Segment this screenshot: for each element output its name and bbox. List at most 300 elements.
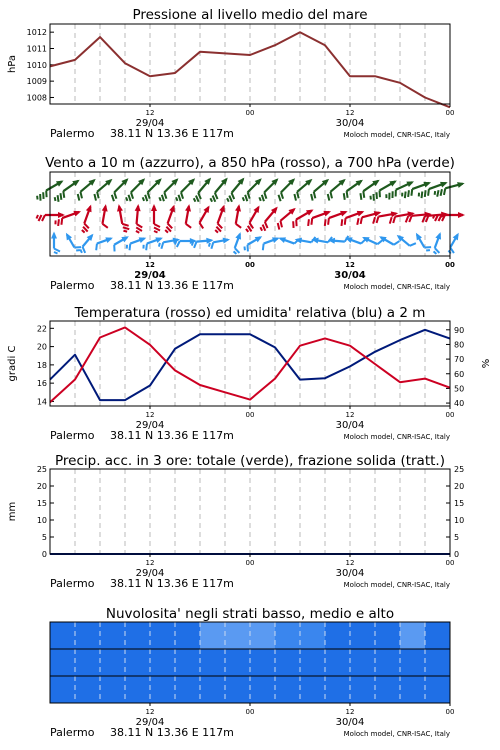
y-tick-label: 0	[454, 550, 460, 559]
cloud-cell-basso	[250, 676, 276, 703]
barb-half-feather	[192, 242, 193, 246]
wind-barb-700hpa	[94, 179, 112, 201]
barb-feather	[60, 193, 61, 200]
location-coords: 38.11 N 13.36 E 117m	[110, 577, 234, 590]
cloud-cell-basso	[350, 676, 376, 703]
barb-half-feather	[136, 231, 139, 233]
cloud-cell-basso	[375, 676, 401, 703]
barb-head	[51, 232, 57, 239]
barb-feather	[325, 219, 326, 226]
barb-feather	[262, 195, 264, 201]
barb-feather	[377, 240, 382, 244]
panel-title: Nuvolosita' negli strati basso, medio e alto	[105, 606, 395, 622]
barb-feather	[181, 192, 183, 198]
barb-feather	[83, 247, 86, 253]
wind-barb-850hpa	[165, 205, 175, 233]
barb-feather	[194, 242, 196, 248]
barb-feather	[58, 195, 59, 202]
y-axis-label-right: %	[481, 358, 492, 369]
location-name: Palermo	[50, 429, 95, 442]
barb-feather	[211, 242, 213, 248]
cloud-cell-medio	[250, 649, 276, 676]
barb-half-feather	[143, 197, 144, 201]
barb-feather	[264, 192, 266, 198]
barb-feather	[360, 193, 361, 200]
wind-barb-10m	[345, 237, 366, 243]
wind-barb-850hpa	[185, 204, 191, 228]
barb-feather	[314, 192, 316, 199]
model-credit: Moloch model, CNR-ISAC, Italy	[343, 730, 450, 738]
barb-feather	[162, 195, 164, 201]
cloud-cell-basso	[225, 676, 251, 703]
barb-feather	[408, 190, 409, 197]
wind-barb-850hpa	[293, 210, 313, 228]
wind-barb-10m	[192, 238, 214, 248]
wind-barb-850hpa	[151, 204, 160, 233]
barb-feather	[164, 192, 166, 198]
y-tick-label: 40	[454, 399, 465, 409]
wind-barb-850hpa	[117, 204, 129, 231]
barb-feather	[123, 227, 129, 229]
wind-barb-10m	[51, 232, 60, 254]
time-tick-label: 12	[145, 559, 155, 567]
barb-feather	[328, 194, 330, 201]
barb-feather	[58, 219, 59, 226]
cloud-cell-medio	[75, 649, 101, 676]
y-tick-label: 10	[36, 516, 47, 525]
time-tick-label: 00	[245, 708, 255, 716]
barb-feather	[377, 217, 379, 223]
barb-half-feather	[165, 230, 168, 233]
cloud-cell-alto	[150, 622, 176, 649]
cloud-cell-medio	[175, 649, 201, 676]
cloud-cell-basso	[100, 676, 126, 703]
wind-barb-700hpa	[259, 178, 278, 201]
cloud-cell-alto	[225, 622, 251, 649]
wind-barb-850hpa	[82, 205, 92, 233]
location-name: Palermo	[50, 127, 95, 140]
wind-barb-10m	[416, 233, 431, 251]
cloud-cell-basso	[150, 676, 176, 703]
cloud-cell-alto	[300, 622, 326, 649]
cloud-cell-basso	[300, 676, 326, 703]
cloud-cell-medio	[425, 649, 451, 676]
wind-barb-10m	[295, 237, 316, 244]
cloud-cell-basso	[400, 676, 426, 703]
barb-half-feather	[234, 251, 237, 254]
location-coords: 38.11 N 13.36 E 117m	[110, 726, 234, 739]
barb-feather	[409, 216, 411, 222]
time-tick-label: 12	[145, 261, 155, 269]
temperature-humidity-panel	[7, 305, 492, 409]
barb-head	[278, 237, 286, 243]
barb-feather	[311, 218, 312, 225]
cloud-cell-alto	[325, 622, 351, 649]
time-axis-2	[50, 411, 454, 442]
barb-feather	[122, 224, 128, 226]
cloud-cell-medio	[225, 649, 251, 676]
barb-feather	[114, 192, 116, 198]
model-credit: Moloch model, CNR-ISAC, Italy	[343, 433, 450, 441]
barb-feather	[390, 217, 392, 223]
cloud-cell-medio	[200, 649, 226, 676]
date-label: 30/04	[335, 717, 365, 728]
y-tick-label: 80	[454, 340, 465, 350]
barb-feather	[361, 217, 362, 224]
barb-half-feather	[126, 197, 127, 201]
barb-feather	[294, 194, 296, 201]
y-tick-label: 90	[454, 325, 465, 335]
barb-feather	[263, 244, 264, 251]
panel-title: Vento a 10 m (azzurro), a 850 hPa (rosso), a 700 hPa (verde)	[45, 155, 455, 171]
barb-feather	[131, 192, 133, 198]
barb-feather	[232, 193, 235, 199]
barb-half-feather	[246, 229, 248, 232]
barb-head	[323, 211, 331, 217]
wind-barb-10m	[159, 238, 180, 249]
barb-half-feather	[227, 198, 229, 201]
barb-feather	[80, 192, 82, 199]
barb-feather	[94, 194, 96, 201]
barb-feather	[330, 192, 332, 199]
barb-half-feather	[435, 191, 436, 195]
wind-barb-10m	[96, 237, 113, 250]
barb-feather	[130, 244, 131, 251]
barb-feather	[178, 195, 180, 201]
barb-feather	[236, 224, 241, 228]
date-label: 29/04	[135, 420, 165, 431]
barb-half-feather	[37, 215, 39, 219]
y-tick-label: 10	[454, 516, 465, 525]
wind-barb-700hpa	[294, 179, 312, 201]
time-tick-label: 00	[245, 559, 255, 567]
time-tick-label: 12	[345, 261, 355, 269]
time-tick-label: 00	[445, 261, 455, 269]
y-tick-label: 22	[36, 324, 47, 334]
barb-head	[458, 212, 465, 218]
barb-feather	[280, 221, 282, 228]
y-tick-label: 50	[454, 384, 465, 394]
wind-barb-10m	[80, 234, 93, 253]
barb-head	[235, 232, 241, 240]
barb-feather	[341, 219, 342, 226]
time-tick-label: 00	[445, 559, 455, 567]
time-tick-label: 12	[345, 559, 355, 567]
barb-feather	[145, 195, 147, 201]
time-tick-label: 00	[245, 109, 255, 117]
location-coords: 38.11 N 13.36 E 117m	[110, 429, 234, 442]
y-tick-label: 60	[454, 369, 465, 379]
barb-head	[223, 238, 230, 244]
barb-feather	[128, 195, 130, 201]
barb-feather	[39, 215, 42, 221]
cloud-cell-alto	[125, 622, 151, 649]
barb-feather	[154, 228, 160, 231]
barb-head	[169, 205, 175, 213]
barb-feather	[441, 189, 442, 196]
date-label: 30/04	[334, 270, 366, 281]
time-tick-label: 00	[445, 109, 455, 117]
cloud-cell-medio	[125, 649, 151, 676]
barb-feather	[278, 223, 280, 230]
wind-barb-850hpa	[246, 205, 260, 231]
y-tick-label: 15	[36, 499, 47, 508]
cloud-cell-alto	[400, 622, 426, 649]
barb-feather	[42, 215, 45, 221]
location-coords: 38.11 N 13.36 E 117m	[110, 279, 234, 292]
barb-half-feather	[434, 251, 437, 254]
cloud-cell-basso	[425, 676, 451, 703]
barb-feather	[215, 193, 218, 199]
y-axis-label: gradi C	[7, 345, 18, 382]
y-tick-label: 1011	[26, 44, 47, 54]
barb-feather	[245, 195, 247, 201]
cloud-cell-medio	[300, 649, 326, 676]
time-tick-label: 00	[445, 411, 455, 419]
date-label: 29/04	[135, 568, 165, 579]
barb-feather	[363, 191, 364, 198]
barb-half-feather	[55, 197, 56, 201]
wind-barb-10m	[244, 236, 262, 251]
cloud-cell-alto	[375, 622, 401, 649]
barb-feather	[437, 190, 438, 197]
cloud-cell-medio	[50, 649, 76, 676]
cloud-cell-alto	[275, 622, 301, 649]
wind-barb-850hpa	[235, 204, 241, 228]
y-tick-label: 0	[41, 550, 47, 559]
wind-panel	[37, 155, 466, 259]
barb-feather	[311, 194, 313, 201]
time-tick-label: 00	[445, 708, 455, 716]
barb-half-feather	[194, 198, 196, 201]
wind-barb-850hpa	[200, 205, 210, 228]
barb-feather	[422, 191, 423, 198]
cloud-cell-alto	[100, 622, 126, 649]
location-name: Palermo	[50, 726, 95, 739]
barb-head	[219, 205, 225, 213]
barb-feather	[102, 224, 107, 228]
barb-feather	[63, 191, 64, 198]
barb-head	[151, 204, 157, 211]
y-tick-label: 1010	[26, 60, 47, 70]
y-tick-label: 20	[36, 482, 47, 491]
barb-feather	[146, 244, 147, 251]
location-name: Palermo	[50, 279, 95, 292]
time-tick-label: 12	[145, 109, 155, 117]
wind-barb-700hpa	[210, 178, 227, 202]
barb-feather	[154, 224, 160, 227]
cloud-cell-medio	[150, 649, 176, 676]
barb-feather	[213, 196, 216, 202]
cloud-cell-medio	[350, 649, 376, 676]
y-tick-label: 25	[36, 465, 47, 474]
barb-head	[435, 232, 441, 240]
barb-half-feather	[159, 197, 160, 201]
wind-barb-10m	[263, 237, 280, 250]
model-credit: Moloch model, CNR-ISAC, Italy	[343, 581, 450, 589]
barb-feather	[357, 218, 358, 225]
barb-feather	[428, 189, 429, 196]
cloud-cell-basso	[175, 676, 201, 703]
barb-feather	[248, 192, 250, 198]
wind-barb-10m	[278, 237, 299, 243]
barb-half-feather	[80, 249, 82, 252]
barb-half-feather	[210, 198, 212, 201]
wind-barb-850hpa	[433, 212, 465, 221]
cloudiness-panel	[50, 606, 451, 706]
barb-feather	[196, 196, 199, 202]
barb-feather	[425, 190, 426, 197]
cloud-cell-alto	[350, 622, 376, 649]
barb-half-feather	[433, 215, 435, 219]
time-tick-label: 12	[345, 109, 355, 117]
date-label: 29/04	[134, 270, 166, 281]
barb-feather	[177, 241, 180, 247]
panel-title: Pressione al livello medio del mare	[132, 7, 368, 23]
wind-barb-10m	[434, 232, 441, 254]
time-tick-label: 12	[145, 411, 155, 419]
wind-barb-10m	[66, 233, 81, 251]
precipitation-panel	[7, 453, 464, 559]
time-axis-1	[50, 261, 455, 292]
time-tick-label: 12	[145, 708, 155, 716]
barb-feather	[406, 216, 408, 222]
barb-half-feather	[154, 231, 158, 233]
cloud-cell-medio	[275, 649, 301, 676]
barb-feather	[265, 222, 268, 228]
wind-barb-850hpa	[215, 205, 225, 233]
date-label: 29/04	[135, 118, 165, 129]
y-tick-label: 5	[41, 533, 47, 542]
date-label: 30/04	[335, 420, 365, 431]
barb-feather	[410, 243, 416, 246]
wind-barb-850hpa	[37, 212, 66, 221]
barb-feather	[444, 188, 445, 195]
cloud-cell-basso	[50, 676, 76, 703]
barb-feather	[186, 224, 191, 228]
wind-barb-850hpa	[135, 204, 143, 233]
barb-head	[235, 204, 241, 211]
wind-barb-700hpa	[194, 178, 211, 202]
panel-title: Precip. acc. in 3 ore: totale (verde), frazione solida (tratt.)	[55, 453, 445, 469]
barb-head	[139, 237, 147, 243]
time-tick-label: 12	[345, 411, 355, 419]
wind-barb-700hpa	[311, 179, 329, 201]
date-label: 29/04	[135, 717, 165, 728]
time-axis-0	[50, 109, 454, 140]
barb-half-feather	[123, 231, 127, 232]
barb-feather	[405, 191, 406, 198]
wind-barb-10m	[234, 232, 241, 254]
barb-head	[423, 182, 431, 188]
barb-half-feather	[215, 230, 218, 233]
temperature-line	[50, 327, 450, 402]
cloud-cell-alto	[200, 622, 226, 649]
barb-head	[440, 182, 448, 188]
cloud-cell-basso	[200, 676, 226, 703]
barb-feather	[308, 219, 309, 226]
model-credit: Moloch model, CNR-ISAC, Italy	[343, 131, 450, 139]
time-tick-label: 12	[345, 708, 355, 716]
barb-feather	[373, 217, 375, 223]
barb-feather	[148, 192, 150, 198]
barb-head	[185, 204, 191, 211]
barb-feather	[411, 189, 412, 196]
barb-head	[73, 211, 81, 217]
barb-head	[155, 237, 163, 243]
barb-half-feather	[54, 252, 58, 254]
barb-feather	[328, 218, 329, 225]
wind-barb-700hpa	[278, 178, 295, 201]
time-tick-label: 00	[245, 261, 255, 269]
wind-barb-700hpa	[176, 178, 195, 201]
cloud-cell-alto	[175, 622, 201, 649]
barb-feather	[297, 192, 299, 199]
barb-feather	[393, 217, 395, 223]
cloud-cell-medio	[400, 649, 426, 676]
barb-head	[86, 205, 92, 213]
panel-title: Temperatura (rosso) ed umidita' relativa (blu) a 2 m	[74, 305, 426, 321]
time-axis-4	[50, 708, 454, 739]
y-tick-label: 20	[36, 342, 47, 352]
barb-head	[272, 237, 280, 243]
y-axis-label: mm	[7, 501, 18, 522]
cloud-cell-basso	[125, 676, 151, 703]
date-label: 30/04	[335, 568, 365, 579]
barb-head	[102, 204, 108, 211]
cloud-cell-basso	[75, 676, 101, 703]
y-tick-label: 15	[454, 499, 465, 508]
barb-half-feather	[260, 227, 262, 230]
y-tick-label: 1009	[26, 77, 47, 87]
date-label: 30/04	[335, 118, 365, 129]
barb-feather	[394, 241, 400, 245]
barb-head	[340, 211, 348, 217]
cloud-cell-alto	[250, 622, 276, 649]
y-tick-label: 1012	[26, 28, 47, 38]
barb-feather	[61, 218, 62, 225]
y-tick-label: 20	[454, 482, 465, 491]
barb-half-feather	[259, 197, 260, 201]
y-tick-label: 18	[36, 360, 47, 370]
barb-head	[105, 237, 113, 243]
barb-feather	[281, 192, 283, 198]
y-axis-label: hPa	[7, 54, 18, 74]
barb-feather	[344, 193, 345, 200]
barb-half-feather	[209, 243, 210, 247]
barb-head	[117, 204, 123, 211]
wind-barb-850hpa	[102, 204, 108, 228]
barb-feather	[345, 218, 346, 225]
wind-barb-700hpa	[227, 178, 244, 202]
barb-half-feather	[159, 243, 160, 247]
barb-feather	[78, 194, 80, 201]
cloud-cell-medio	[100, 649, 126, 676]
barb-feather	[96, 244, 97, 251]
y-tick-label: 5	[454, 533, 460, 542]
y-tick-label: 16	[36, 379, 47, 389]
barb-feather	[97, 192, 99, 199]
pressure-panel	[7, 7, 450, 107]
location-coords: 38.11 N 13.36 E 117m	[110, 127, 234, 140]
model-credit: Moloch model, CNR-ISAC, Italy	[343, 283, 450, 291]
barb-head	[357, 211, 365, 217]
y-tick-label: 25	[454, 465, 465, 474]
barb-feather	[112, 195, 114, 201]
barb-half-feather	[175, 241, 177, 245]
y-tick-label: 70	[454, 355, 465, 365]
barb-feather	[229, 196, 232, 202]
